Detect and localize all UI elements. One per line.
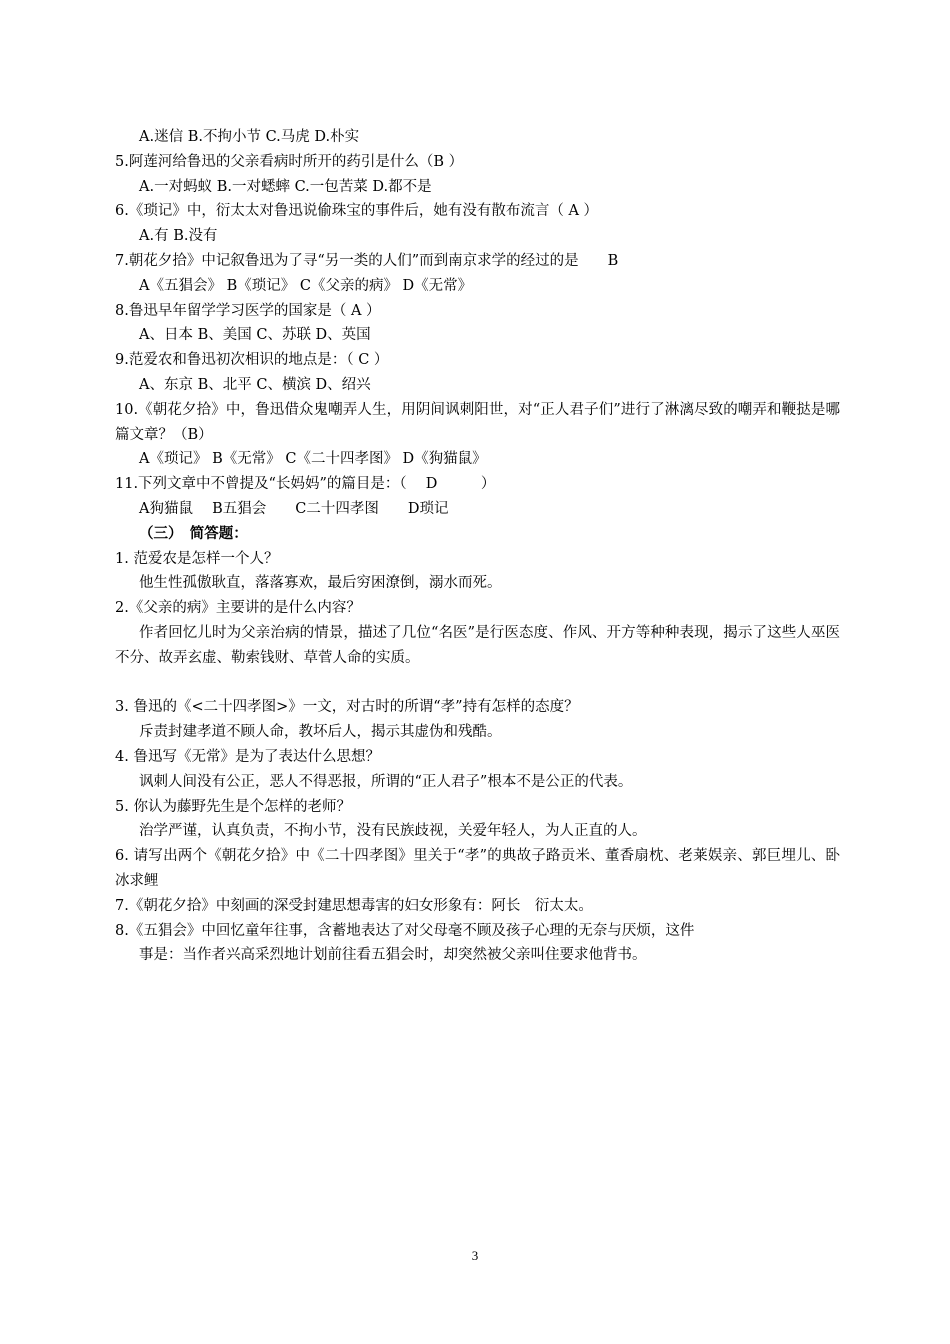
question-6: 6.《琐记》中，衍太太对鲁迅说偷珠宝的事件后，她有没有散布流言（ A ） <box>115 203 599 220</box>
question-10: 10.《朝花夕拾》中，鲁迅借众鬼嘲弄人生，用阴间讽刺阳世，对“正人君子们”进行了淋漓尽致的嘲弄和鞭挞是哪篇文章？（B） <box>115 401 840 443</box>
section-heading: （三） 简答题： <box>139 524 248 542</box>
option-line-q10: A《琐记》 B《无常》 C《二十四孝图》 D《狗猫鼠》 <box>139 451 487 468</box>
option-line-q9: A、东京 B、北平 C、横滨 D、绍兴 <box>139 376 371 393</box>
option-line-q4: A.迷信 B.不拘小节 C.马虎 D.朴实 <box>139 129 360 145</box>
question-9: 9.范爱农和鲁迅初次相识的地点是：（ C ） <box>115 352 389 369</box>
question-11: 11.下列文章中不曾提及“长妈妈”的篇目是：（ D ） <box>115 476 496 493</box>
short-answer-8: 事是：当作者兴高采烈地计划前往看五猖会时，却突然被父亲叫住要求他背书。 <box>139 947 647 964</box>
short-answer-5: 治学严谨，认真负责，不拘小节，没有民族歧视，关爱年轻人，为人正直的人。 <box>139 823 647 840</box>
short-question-1: 1. 范爱农是怎样一个人？ <box>115 550 279 567</box>
short-question-8: 8.《五猖会》中回忆童年往事，含蓄地表达了对父母毫不顾及孩子心理的无奈与厌烦，这件 <box>115 922 695 939</box>
short-answer-1: 他生性孤傲耿直，落落寡欢，最后穷困潦倒，溺水而死。 <box>139 575 502 592</box>
option-line-q8: A、日本 B、美国 C、苏联 D、英国 <box>139 327 371 344</box>
option-line-q5: A.一对蚂蚁 B.一对蟋蟀 C.一包苦菜 D.都不是 <box>139 178 432 195</box>
page-number: 3 <box>471 1248 479 1263</box>
short-question-6: 6. 请写出两个《朝花夕拾》中《二十四孝图》里关于“孝”的典故子路贡米、董香扇枕、老莱娱亲、郭巨埋儿、卧冰求鲤 <box>115 848 840 889</box>
question-5: 5.阿莲河给鲁迅的父亲看病时所开的药引是什么（B ） <box>115 153 464 170</box>
short-question-7: 7.《朝花夕拾》中刻画的深受封建思想毒害的妇女形象有：阿长 衍太太。 <box>115 897 593 914</box>
question-7: 7.朝花夕拾》中记叙鲁迅为了寻“另一类的人们”而到南京求学的经过的是 B <box>115 252 619 269</box>
option-line-q11: A狗猫鼠 B五猖会 C二十四孝图 D琐记 <box>139 500 449 517</box>
short-question-4: 4. 鲁迅写《无常》是为了表达什么思想？ <box>115 748 380 765</box>
short-answer-3: 斥责封建孝道不顾人命，教坏后人，揭示其虚伪和残酷。 <box>139 724 502 741</box>
short-question-5: 5. 你认为藤野先生是个怎样的老师？ <box>115 798 351 815</box>
short-answer-2: 作者回忆儿时为父亲治病的情景，描述了几位“名医”是行医态度、作风、开方等种种表现，揭示了这些人巫医不分、故弄玄虚、勒索钱财、草菅人命的实质。 <box>115 624 840 666</box>
option-line-q6: A.有 B.没有 <box>139 228 218 245</box>
document-body <box>115 125 840 968</box>
short-question-3: 3. 鲁迅的《<二十四孝图>》一文，对古时的所谓“孝”持有怎样的态度？ <box>115 699 579 716</box>
blank-line <box>115 671 840 696</box>
short-answer-4: 讽刺人间没有公正，恶人不得恶报，所谓的“正人君子”根本不是公正的代表。 <box>139 773 633 790</box>
option-line-q7: A《五猖会》 B《琐记》 C《父亲的病》 D《无常》 <box>139 277 473 294</box>
short-question-2: 2.《父亲的病》主要讲的是什么内容？ <box>115 600 361 617</box>
question-8: 8.鲁迅早年留学学习医学的国家是（ A ） <box>115 302 381 319</box>
